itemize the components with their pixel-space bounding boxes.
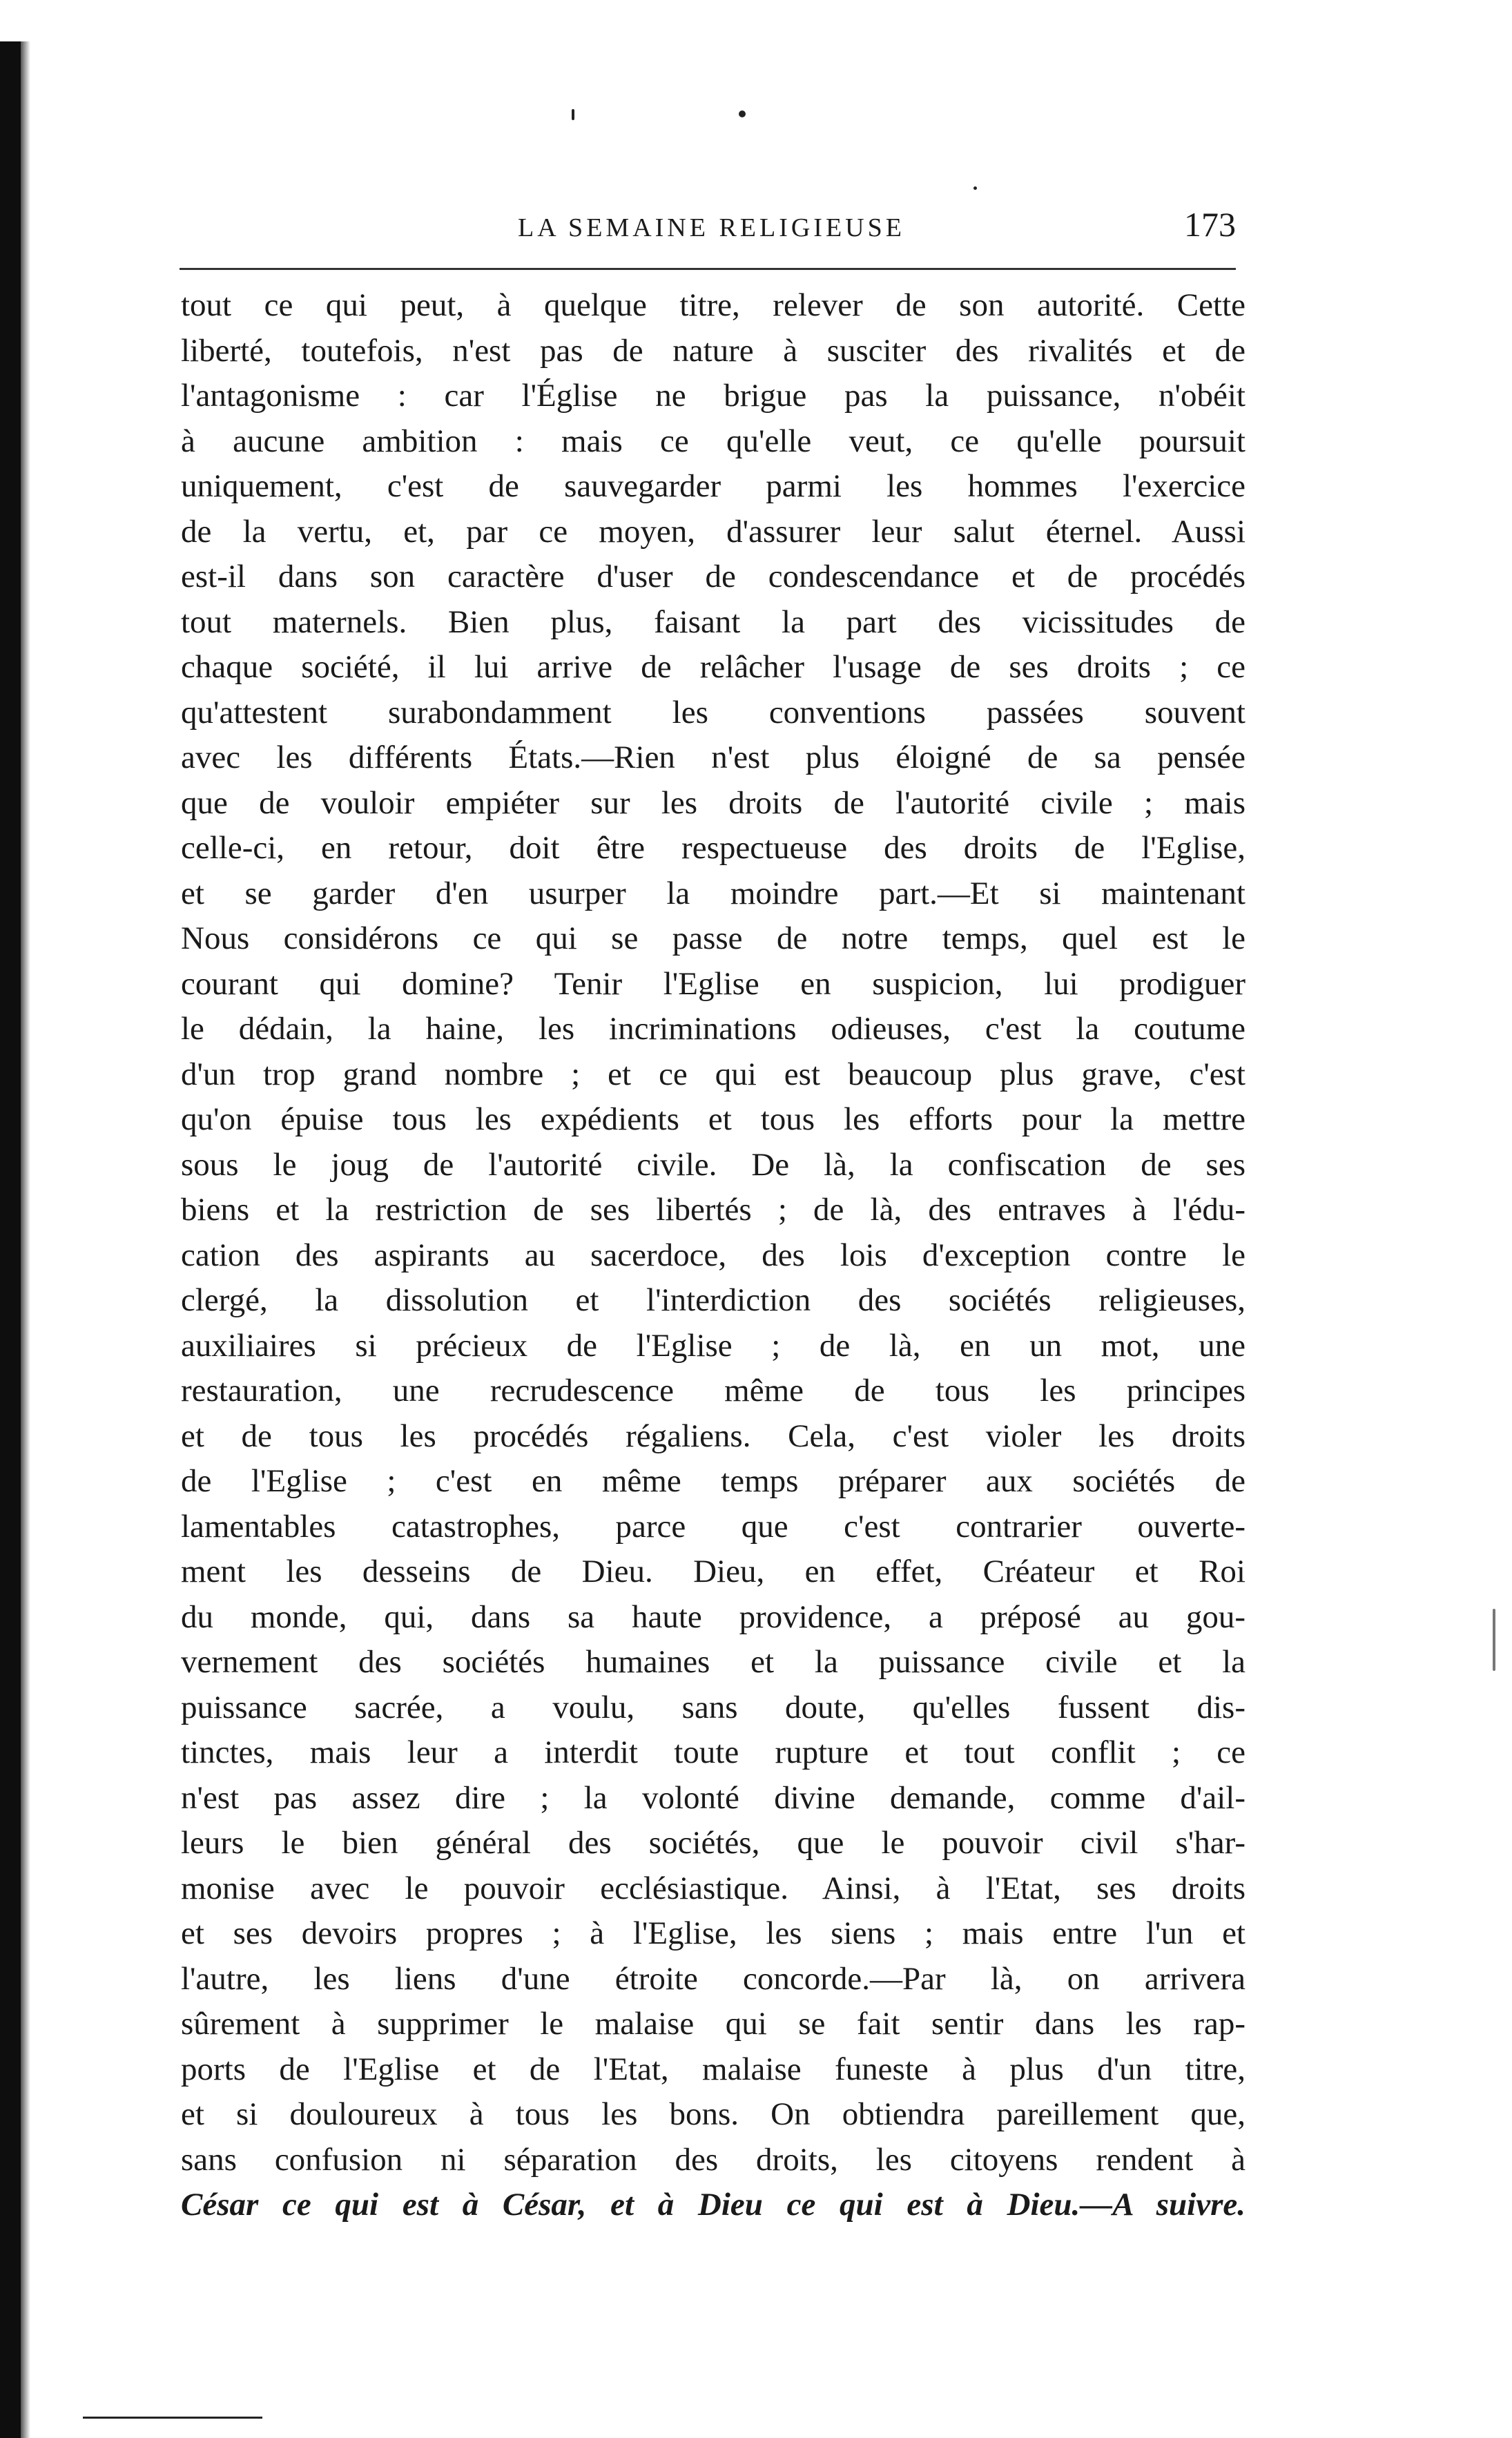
text-line: de l'Eglise ; c'est en même temps préparer aux sociétés de: [181, 1463, 1246, 1499]
text-line: celle-ci, en retour, doit être respectueuse des droits de l'Eglise,: [181, 830, 1246, 866]
running-head: [180, 204, 1236, 260]
text-line: monise avec le pouvoir ecclésiastique. Ainsi, à l'Etat, ses droits: [181, 1870, 1246, 1906]
ink-speck: [739, 110, 746, 117]
text-line: auxiliaires si précieux de l'Eglise ; de là, en un mot, une: [181, 1327, 1246, 1364]
text-line: et se garder d'en usurper la moindre part.—Et si maintenant: [181, 875, 1246, 911]
text-line: n'est pas assez dire ; la volonté divine demande, comme d'ail-: [181, 1779, 1246, 1816]
text-line: puissance sacrée, a voulu, sans doute, qu'elles fussent dis-: [181, 1689, 1246, 1725]
text-line: que de vouloir empiéter sur les droits de l'autorité civile ; mais: [181, 784, 1246, 821]
bottom-rule: [83, 2417, 262, 2419]
text-line: le dédain, la haine, les incriminations odieuses, c'est la coutume: [181, 1011, 1246, 1047]
binding-edge: [0, 41, 21, 2438]
header-rule: [180, 268, 1236, 270]
text-line: de la vertu, et, par ce moyen, d'assurer leur salut éternel. Aussi: [181, 513, 1246, 550]
text-line: clergé, la dissolution et l'interdiction des sociétés religieuses,: [181, 1282, 1246, 1318]
text-line: qu'attestent surabondamment les conventions passées souvent: [181, 694, 1246, 731]
page-number: 173: [1184, 205, 1236, 244]
ink-speck: [572, 109, 574, 120]
text-line: qu'on épuise tous les expédients et tous les efforts pour la mettre: [181, 1101, 1246, 1137]
text-line: est-il dans son caractère d'user de condescendance et de procédés: [181, 559, 1246, 594]
running-title: LA SEMAINE RELIGIEUSE: [518, 213, 905, 242]
ink-speck: [973, 186, 977, 190]
text-line: d'un trop grand nombre ; et ce qui est beaucoup plus grave, c'est: [181, 1056, 1246, 1092]
text-line: et si douloureux à tous les bons. On obtiendra pareillement que,: [181, 2096, 1246, 2132]
text-line: leurs le bien général des sociétés, que le pouvoir civil s'har-: [181, 1825, 1246, 1861]
text-line: ment les desseins de Dieu. Dieu, en effet, Créateur et Roi: [181, 1554, 1246, 1589]
text-line: tout ce qui peut, à quelque titre, relever de son autorité. Cette: [181, 287, 1246, 323]
binding-shadow: [21, 41, 30, 2438]
text-line: vernement des sociétés humaines et la puissance civile et la: [181, 1644, 1246, 1680]
body-paragraph: [181, 283, 1246, 2228]
text-line: Nous considérons ce qui se passe de notre temps, quel est le: [181, 920, 1246, 956]
text-line: à aucune ambition : mais ce qu'elle veut, ce qu'elle poursuit: [181, 423, 1246, 459]
text-line: et ses devoirs propres ; à l'Eglise, les siens ; mais entre l'un et: [181, 1915, 1246, 1951]
text-line: du monde, qui, dans sa haute providence, a préposé au gou-: [181, 1598, 1246, 1635]
text-line: uniquement, c'est de sauvegarder parmi les hommes l'exercice: [181, 468, 1246, 504]
text-line: sans confusion ni séparation des droits, les citoyens rendent à: [181, 2141, 1246, 2178]
text-line: tout maternels. Bien plus, faisant la part des vicissitudes de: [181, 603, 1246, 640]
text-line: cation des aspirants au sacerdoce, des lois d'exception contre le: [181, 1237, 1246, 1273]
text-line: sûrement à supprimer le malaise qui se fait sentir dans les rap-: [181, 2006, 1246, 2042]
text-line: sous le joug de l'autorité civile. De là, la confiscation de ses: [181, 1146, 1246, 1183]
text-line: liberté, toutefois, n'est pas de nature à susciter des rivalités et de: [181, 332, 1246, 369]
text-line: chaque société, il lui arrive de relâcher l'usage de ses droits ; ce: [181, 649, 1246, 685]
ink-speck: [1493, 1609, 1495, 1671]
text-line: avec les différents États.—Rien n'est plus éloigné de sa pensée: [181, 739, 1246, 775]
text-line: ports de l'Eglise et de l'Etat, malaise funeste à plus d'un titre,: [181, 2051, 1246, 2087]
text-line: lamentables catastrophes, parce que c'est contrarier ouverte-: [181, 1508, 1246, 1545]
text-line: restauration, une recrudescence même de tous les principes: [181, 1373, 1246, 1409]
text-line: tinctes, mais leur a interdit toute rupture et tout conflit ; ce: [181, 1734, 1246, 1770]
text-line: courant qui domine? Tenir l'Eglise en suspicion, lui prodiguer: [181, 965, 1246, 1002]
text-line: biens et la restriction de ses libertés ; de là, des entraves à l'édu-: [181, 1192, 1246, 1228]
closing-line: César ce qui est à César, et à Dieu ce qui est à Dieu.—A suivre.: [181, 2187, 1246, 2223]
text-line: l'antagonisme : car l'Église ne brigue pas la puissance, n'obéit: [181, 378, 1246, 414]
text-line: et de tous les procédés régaliens. Cela, c'est violer les droits: [181, 1418, 1246, 1454]
text-line: l'autre, les liens d'une étroite concorde.—Par là, on arrivera: [181, 1960, 1246, 1997]
